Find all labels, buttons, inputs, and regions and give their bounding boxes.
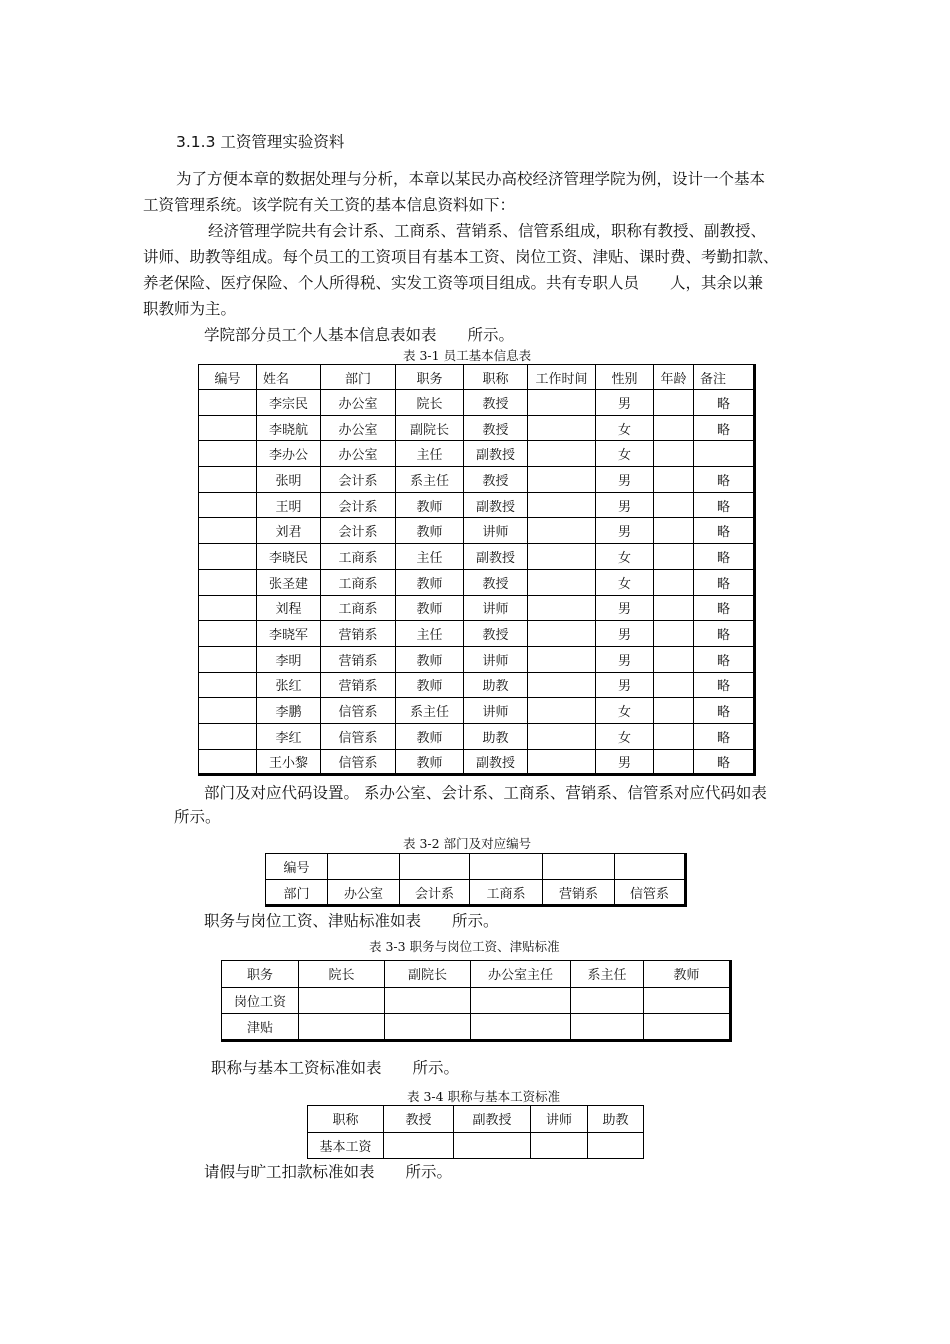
table-cell: 张明 [257,467,321,493]
table-cell: 营销系 [321,672,396,698]
table-cell: 助教 [588,1106,644,1133]
table-cell: 院长 [396,390,464,416]
table-cell [528,390,596,416]
paragraph-college-line4: 职教师为主。 [143,300,237,318]
table-cell: 编号 [266,854,328,880]
table-cell: 男 [596,390,654,416]
table-cell: 会计系 [321,492,396,518]
table-cell: 李晓军 [257,621,321,647]
table-cell [199,749,257,775]
table-cell: 略 [694,544,755,570]
table-cell: 略 [694,621,755,647]
table-cell [199,492,257,518]
table-cell: 教师 [396,749,464,775]
table-cell: 略 [694,698,755,724]
table-cell: 李红 [257,723,321,749]
table-cell: 副院长 [385,961,471,988]
table-cell [528,415,596,441]
table-cell [654,467,694,493]
table-cell [385,987,471,1014]
table4-caption: 表 3-4 职称与基本工资标准 [407,1089,561,1104]
table-cell: 主任 [396,544,464,570]
table-cell [528,492,596,518]
table-cell [694,441,755,467]
table-cell [199,441,257,467]
table-cell: 李晓民 [257,544,321,570]
table-row [199,441,755,467]
table1-caption: 表 3-1 员工基本信息表 [403,348,532,363]
table-cell: 讲师 [464,595,528,621]
paragraph-college-line3: 养老保险、医疗保险、个人所得税、实发工资等项目组成。共有专职人员 人，其余以兼 [143,274,764,292]
table-cell: 院长 [299,961,385,988]
table-cell [531,1132,588,1159]
table-row [222,987,731,1014]
table-row [199,698,755,724]
table-cell: 李明 [257,646,321,672]
table-cell: 会计系 [321,518,396,544]
table-cell: 讲师 [464,646,528,672]
table-cell: 略 [694,467,755,493]
table-cell [528,698,596,724]
table-cell: 副院长 [396,415,464,441]
table-cell [470,854,543,880]
table-cell: 女 [596,544,654,570]
table-cell [299,987,385,1014]
table-cell [571,1014,644,1041]
table-cell [199,390,257,416]
table-cell: 略 [694,672,755,698]
table-cell [199,723,257,749]
table-cell [654,518,694,544]
table-cell: 办公室 [321,390,396,416]
table-cell: 教授 [384,1106,454,1133]
table-row [199,467,755,493]
table-cell: 略 [694,595,755,621]
table-cell [400,854,470,880]
column-header: 职务 [396,365,464,390]
table-cell [528,723,596,749]
department-code-table [265,853,687,907]
table-cell [528,518,596,544]
table-cell: 信管系 [321,698,396,724]
table-cell [654,749,694,775]
table-cell [199,415,257,441]
table-cell [654,672,694,698]
table-cell: 教师 [396,646,464,672]
table-row [199,621,755,647]
column-header: 备注 [694,365,755,390]
paragraph-position-ref: 职务与岗位工资、津贴标准如表 所示。 [204,912,499,930]
table-cell: 女 [596,441,654,467]
table-cell: 办公室 [321,441,396,467]
table-cell: 女 [596,415,654,441]
table-cell: 王明 [257,492,321,518]
table-cell [199,646,257,672]
paragraph-college-line2: 讲师、助教等组成。每个员工的工资项目有基本工资、岗位工资、津贴、课时费、考勤扣款、 [143,248,779,266]
table-cell: 岗位工资 [222,987,299,1014]
table-cell [654,441,694,467]
table-cell [199,595,257,621]
table-cell [654,621,694,647]
paragraph-intro-line1: 为了方便本章的数据处理与分析，本章以某民办高校经济管理学院为例，设计一个基本 [176,170,766,188]
table-cell: 教授 [464,467,528,493]
table-cell [654,544,694,570]
table-cell: 男 [596,492,654,518]
table-cell: 会计系 [400,880,470,906]
table-cell: 男 [596,646,654,672]
table-cell: 男 [596,621,654,647]
table-cell: 会计系 [321,467,396,493]
table-row [308,1132,644,1159]
table-cell [385,1014,471,1041]
table-row [222,961,731,988]
table-cell [528,621,596,647]
table-cell: 男 [596,467,654,493]
table-cell: 副教授 [454,1106,531,1133]
table-cell: 略 [694,723,755,749]
table2-caption: 表 3-2 部门及对应编号 [403,836,532,851]
table-cell: 副教授 [464,749,528,775]
title-salary-table [307,1105,644,1159]
paragraph-dept-line2: 所示。 [174,808,221,826]
table-cell: 工商系 [321,569,396,595]
table-cell: 李晓航 [257,415,321,441]
table-row [199,390,755,416]
table-cell: 男 [596,518,654,544]
table-cell: 助教 [464,723,528,749]
table-cell: 刘君 [257,518,321,544]
table-cell: 办公室主任 [471,961,571,988]
table-row [199,646,755,672]
table-cell: 讲师 [464,518,528,544]
table-row [199,492,755,518]
table-cell: 李鹏 [257,698,321,724]
table-cell [299,1014,385,1041]
table-cell: 教师 [644,961,731,988]
table-cell [199,544,257,570]
table-cell [471,1014,571,1041]
table-cell: 系主任 [571,961,644,988]
table-cell: 教师 [396,672,464,698]
table-cell [454,1132,531,1159]
table-cell: 工商系 [321,544,396,570]
table-cell: 主任 [396,441,464,467]
table-cell: 略 [694,492,755,518]
table-cell [644,1014,731,1041]
table-cell [384,1132,454,1159]
table-cell: 讲师 [464,698,528,724]
table-cell: 系主任 [396,467,464,493]
table3-caption: 表 3-3 职务与岗位工资、津贴标准 [369,939,560,954]
column-header: 职称 [464,365,528,390]
table-cell: 男 [596,595,654,621]
table-cell: 女 [596,569,654,595]
table-cell: 略 [694,415,755,441]
column-header: 编号 [199,365,257,390]
table-cell: 营销系 [321,621,396,647]
table-cell: 副教授 [464,441,528,467]
table-row [199,723,755,749]
table-cell: 信管系 [615,880,686,906]
table-cell [654,569,694,595]
table-cell [543,854,615,880]
table-cell [654,390,694,416]
table-row [199,415,755,441]
table-cell: 办公室 [328,880,400,906]
table-cell [199,621,257,647]
table-cell: 系主任 [396,698,464,724]
table-row [199,595,755,621]
column-header: 年龄 [654,365,694,390]
table-header-row [199,365,755,390]
table-cell: 讲师 [531,1106,588,1133]
table-cell: 教师 [396,492,464,518]
table-cell [528,441,596,467]
table-row [199,569,755,595]
table-cell: 教师 [396,518,464,544]
table-cell [615,854,686,880]
table-cell: 刘程 [257,595,321,621]
section-heading: 3.1.3 工资管理实验资料 [176,133,345,151]
table-cell: 女 [596,698,654,724]
table-cell [528,467,596,493]
table-cell: 教授 [464,569,528,595]
table-cell: 工商系 [321,595,396,621]
table-row [199,749,755,775]
table-cell [654,723,694,749]
table-cell [528,749,596,775]
table-cell: 教授 [464,621,528,647]
paragraph-college-line1: 经济管理学院共有会计系、工商系、营销系、信管系组成，职称有教授、副教授、 [208,222,767,240]
table-cell [199,467,257,493]
table-cell [654,646,694,672]
table-cell: 副教授 [464,544,528,570]
table-cell [199,518,257,544]
table-cell [528,569,596,595]
table-cell: 助教 [464,672,528,698]
table-cell [571,987,644,1014]
table-cell: 营销系 [321,646,396,672]
table-cell: 王小黎 [257,749,321,775]
table-cell [528,646,596,672]
table-cell [654,415,694,441]
table-cell: 副教授 [464,492,528,518]
table-cell [588,1132,644,1159]
column-header: 性别 [596,365,654,390]
table-cell: 略 [694,569,755,595]
table-cell [528,672,596,698]
paragraph-title-ref: 职称与基本工资标准如表 所示。 [211,1059,460,1077]
table-cell [199,698,257,724]
table-cell: 教师 [396,569,464,595]
column-header: 姓名 [257,365,321,390]
table-cell: 张圣建 [257,569,321,595]
table-row [199,544,755,570]
table-cell: 教师 [396,723,464,749]
table-cell: 职称 [308,1106,384,1133]
table-cell: 李宗民 [257,390,321,416]
table-cell: 工商系 [470,880,543,906]
table-cell: 略 [694,646,755,672]
table-cell [471,987,571,1014]
table-cell [654,698,694,724]
table-cell: 略 [694,518,755,544]
table-cell: 津贴 [222,1014,299,1041]
table-row [199,518,755,544]
table-cell [654,595,694,621]
table-cell: 信管系 [321,723,396,749]
table-cell: 男 [596,672,654,698]
table-cell [644,987,731,1014]
table-cell [199,569,257,595]
table-cell [528,544,596,570]
paragraph-dept-line1: 部门及对应代码设置。 系办公室、会计系、工商系、营销系、信管系对应代码如表 [204,784,767,802]
table-cell: 办公室 [321,415,396,441]
table-cell: 略 [694,390,755,416]
paragraph-leave-ref: 请假与旷工扣款标准如表 所示。 [204,1163,453,1181]
table-row [266,854,686,880]
table-cell: 教授 [464,415,528,441]
table-cell: 张红 [257,672,321,698]
table-cell: 略 [694,749,755,775]
table-cell: 基本工资 [308,1132,384,1159]
table-cell: 信管系 [321,749,396,775]
table-row [266,880,686,906]
position-allowance-table [221,960,732,1042]
table-row [222,1014,731,1041]
table-cell [654,492,694,518]
table-cell: 主任 [396,621,464,647]
table-cell: 教师 [396,595,464,621]
table-cell: 职务 [222,961,299,988]
table-cell [328,854,400,880]
paragraph-intro-line2: 工资管理系统。该学院有关工资的基本信息资料如下： [143,196,516,214]
table-cell: 男 [596,749,654,775]
column-header: 部门 [321,365,396,390]
column-header: 工作时间 [528,365,596,390]
table-cell [528,595,596,621]
employee-info-table [198,364,756,776]
table-cell: 女 [596,723,654,749]
table-row [199,672,755,698]
table-cell: 部门 [266,880,328,906]
table-cell: 李办公 [257,441,321,467]
table-cell [199,672,257,698]
table-row [308,1106,644,1133]
table-cell: 教授 [464,390,528,416]
paragraph-table1-ref: 学院部分员工个人基本信息表如表 所示。 [204,326,515,344]
table-cell: 营销系 [543,880,615,906]
